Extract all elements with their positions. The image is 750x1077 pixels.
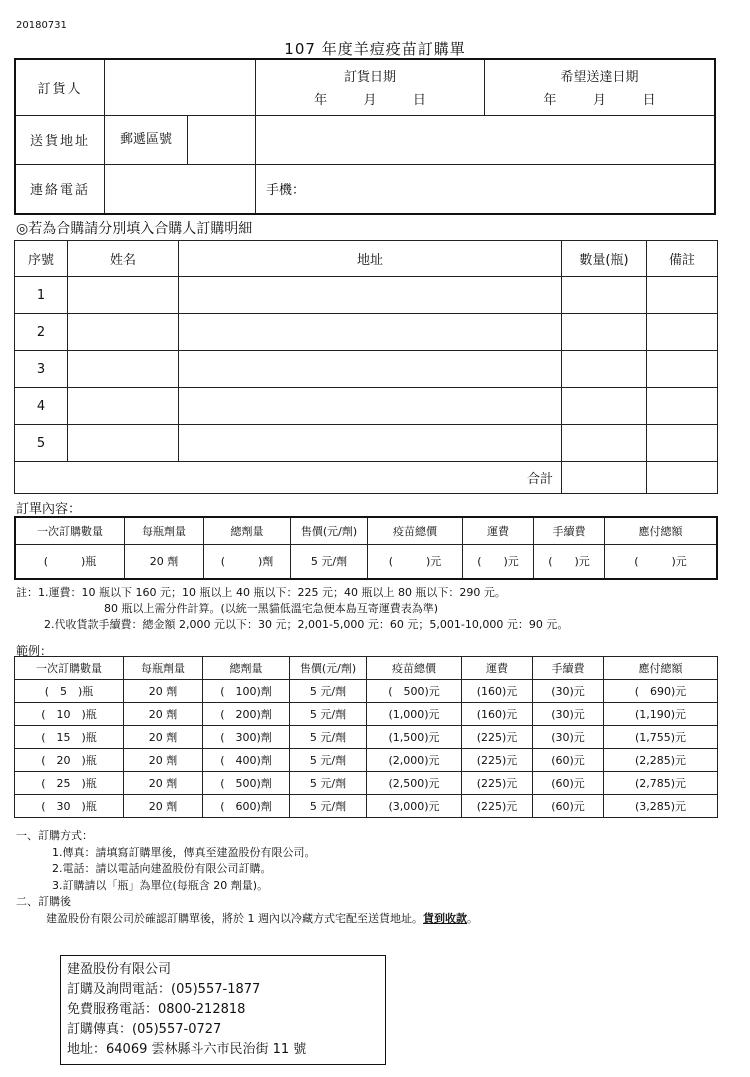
desired-date-year: 年 — [543, 93, 557, 109]
cell: 5 元/劑 — [290, 772, 367, 795]
document-id: 20180731 — [16, 20, 67, 31]
cell: (1,500)元 — [367, 726, 462, 749]
order-content-label: 訂單內容： — [16, 502, 82, 517]
ordering-method-section — [16, 828, 478, 927]
members-table — [14, 240, 718, 494]
after-order-heading: 二、訂購後 — [16, 895, 71, 908]
remarks-field[interactable] — [647, 351, 718, 388]
quantity-field[interactable] — [562, 351, 647, 388]
order-price: 5 元/劑 — [291, 545, 368, 579]
note-handling-fee: 2.代收貨款手續費：總金額 2,000 元以下：30 元；2,001-5,000 元：60 元；5,001-10,000 元：90 元。 — [44, 618, 569, 631]
cell: 20 劑 — [124, 772, 203, 795]
example-col-total-dose: 總劑量 — [203, 657, 290, 680]
example-col-price: 售價(元/劑) — [290, 657, 367, 680]
cell: ( 15 )瓶 — [15, 726, 124, 749]
method-item-unit: 3.訂購請以「瓶」為單位(每瓶含 20 劑量)。 — [52, 878, 269, 892]
orderer-field[interactable] — [105, 59, 256, 115]
col-header-quantity: 數量(瓶) — [562, 241, 647, 277]
address-field[interactable] — [179, 314, 562, 351]
zip-label: 郵遞區號 — [105, 116, 188, 164]
cell: 20 劑 — [124, 680, 203, 703]
cell: ( 100)劑 — [203, 680, 290, 703]
desired-date-label: 希望送達日期 — [560, 70, 639, 86]
desired-date-day: 日 — [642, 93, 656, 109]
order-col-dose-per-bottle: 每瓶劑量 — [125, 517, 204, 545]
cell: 5 元/劑 — [290, 726, 367, 749]
after-order-text — [16, 911, 478, 928]
order-fax: 訂購傳真：(05)557-0727 — [67, 1022, 222, 1037]
total-remarks-field[interactable] — [647, 462, 718, 494]
cell: (225)元 — [462, 749, 533, 772]
contact-box — [60, 955, 386, 1065]
mobile-cell[interactable] — [256, 164, 716, 214]
cell: (3,000)元 — [367, 795, 462, 818]
name-field[interactable] — [68, 314, 179, 351]
cell: (2,785)元 — [604, 772, 718, 795]
order-col-quantity: 一次訂購數量 — [15, 517, 125, 545]
table-row — [15, 703, 718, 726]
page-title: 107 年度羊痘疫苗訂購單 — [284, 40, 466, 58]
desired-date-month: 月 — [592, 93, 606, 109]
order-col-fee: 手續費 — [534, 517, 605, 545]
method-item-fax: 1.傳真：請填寫訂購單後，傳真至建盈股份有限公司。 — [52, 845, 316, 859]
cell: ( 500)元 — [367, 680, 462, 703]
quantity-field[interactable] — [562, 388, 647, 425]
name-field[interactable] — [68, 425, 179, 462]
table-row — [15, 749, 718, 772]
total-label: 合計 — [15, 462, 562, 494]
cell: ( 5 )瓶 — [15, 680, 124, 703]
desired-date-cell[interactable] — [485, 59, 716, 115]
example-col-shipping: 運費 — [462, 657, 533, 680]
zip-cell[interactable] — [105, 115, 256, 164]
cell: ( 25 )瓶 — [15, 772, 124, 795]
method-heading: 一、訂購方式： — [16, 829, 93, 842]
row-serial: 2 — [15, 314, 68, 351]
name-field[interactable] — [68, 277, 179, 314]
row-serial: 4 — [15, 388, 68, 425]
example-table — [14, 656, 718, 818]
cell: (30)元 — [533, 703, 604, 726]
remarks-field[interactable] — [647, 425, 718, 462]
address-field[interactable] — [179, 425, 562, 462]
example-col-amount-due: 應付總額 — [604, 657, 718, 680]
company-address: 地址：64069 雲林縣斗六市民治街 11 號 — [67, 1042, 307, 1057]
table-row — [15, 388, 718, 425]
order-col-amount-due: 應付總額 — [605, 517, 718, 545]
example-col-vaccine-total: 疫苗總價 — [367, 657, 462, 680]
phone-label: 連絡電話 — [15, 164, 105, 214]
order-table — [14, 516, 718, 580]
row-serial: 3 — [15, 351, 68, 388]
cell: (1,755)元 — [604, 726, 718, 749]
address-field[interactable] — [179, 351, 562, 388]
name-field[interactable] — [68, 351, 179, 388]
cell: ( 200)劑 — [203, 703, 290, 726]
col-header-address: 地址 — [179, 241, 562, 277]
row-serial: 1 — [15, 277, 68, 314]
orderer-label: 訂貨人 — [15, 59, 105, 115]
order-date-month: 月 — [363, 93, 377, 109]
example-label: 範例： — [16, 644, 53, 658]
table-row — [15, 726, 718, 749]
total-quantity-field[interactable] — [562, 462, 647, 494]
mobile-label: 手機： — [266, 183, 306, 199]
col-header-name: 姓名 — [68, 241, 179, 277]
cell: (2,500)元 — [367, 772, 462, 795]
example-col-quantity: 一次訂購數量 — [15, 657, 124, 680]
order-date-label: 訂貨日期 — [343, 70, 396, 86]
address-label: 送貨地址 — [15, 115, 105, 164]
name-field[interactable] — [68, 388, 179, 425]
cell: ( 300)劑 — [203, 726, 290, 749]
cell: 5 元/劑 — [290, 795, 367, 818]
row-serial: 5 — [15, 425, 68, 462]
after-order-desc: 建盈股份有限公司於確認訂購單後，將於 1 週內以冷藏方式宅配至送貨地址。 — [46, 911, 423, 925]
table-row — [15, 351, 718, 388]
cell: ( 10 )瓶 — [15, 703, 124, 726]
after-order-end: 。 — [467, 911, 478, 925]
cell: ( 600)劑 — [203, 795, 290, 818]
table-row — [15, 795, 718, 818]
order-fee-field[interactable]: ( )元 — [534, 545, 605, 579]
cell: (2,285)元 — [604, 749, 718, 772]
cell: ( 30 )瓶 — [15, 795, 124, 818]
orderer-info-table — [14, 58, 716, 215]
cell: (30)元 — [533, 726, 604, 749]
cell: (1,190)元 — [604, 703, 718, 726]
order-quantity-field[interactable]: ( )瓶 — [15, 545, 125, 579]
remarks-field[interactable] — [647, 277, 718, 314]
example-col-dose-per-bottle: 每瓶劑量 — [124, 657, 203, 680]
cell: 5 元/劑 — [290, 749, 367, 772]
quantity-field[interactable] — [562, 277, 647, 314]
table-row — [15, 277, 718, 314]
order-phone: 訂購及詢問電話：(05)557-1877 — [67, 982, 261, 997]
order-amount-due-field[interactable]: ( )元 — [605, 545, 718, 579]
order-dose-per-bottle: 20 劑 — [125, 545, 204, 579]
cell: (3,285)元 — [604, 795, 718, 818]
order-shipping-field[interactable]: ( )元 — [463, 545, 534, 579]
col-header-remarks: 備註 — [647, 241, 718, 277]
note-shipping: 註：1.運費：10 瓶以下 160 元；10 瓶以上 40 瓶以下：225 元；40 瓶以上 80 瓶以下：290 元。 — [16, 586, 506, 599]
note-shipping-extra: 80 瓶以上需分件計算。(以統一黑貓低溫宅急便本島互寄運費表為準) — [104, 602, 439, 615]
table-row — [15, 772, 718, 795]
group-purchase-title: ◎若為合購請分別填入合購人訂購明細 — [16, 221, 253, 237]
notes — [16, 585, 568, 633]
order-date-year: 年 — [314, 93, 328, 109]
example-col-fee: 手續費 — [533, 657, 604, 680]
quantity-field[interactable] — [562, 425, 647, 462]
cash-on-delivery: 貨到收款 — [423, 911, 467, 925]
order-col-vaccine-total: 疫苗總價 — [368, 517, 463, 545]
address-field[interactable] — [179, 277, 562, 314]
order-total-dose-field[interactable]: ( )劑 — [204, 545, 291, 579]
cell: (60)元 — [533, 749, 604, 772]
table-row — [15, 680, 718, 703]
cell: ( 400)劑 — [203, 749, 290, 772]
cell: 5 元/劑 — [290, 680, 367, 703]
remarks-field[interactable] — [647, 388, 718, 425]
table-row — [15, 425, 718, 462]
cell: (160)元 — [462, 680, 533, 703]
toll-free-phone: 免費服務電話：0800-212818 — [67, 1002, 246, 1017]
order-col-total-dose: 總劑量 — [204, 517, 291, 545]
cell: ( 20 )瓶 — [15, 749, 124, 772]
cell: 20 劑 — [124, 749, 203, 772]
cell: ( 500)劑 — [203, 772, 290, 795]
cell: (2,000)元 — [367, 749, 462, 772]
remarks-field[interactable] — [647, 314, 718, 351]
cell: (225)元 — [462, 726, 533, 749]
cell: (225)元 — [462, 772, 533, 795]
col-header-serial: 序號 — [15, 241, 68, 277]
order-date-day: 日 — [412, 93, 426, 109]
order-col-shipping: 運費 — [463, 517, 534, 545]
cell: 5 元/劑 — [290, 703, 367, 726]
cell: (1,000)元 — [367, 703, 462, 726]
address-field[interactable] — [179, 388, 562, 425]
order-col-price: 售價(元/劑) — [291, 517, 368, 545]
address-field[interactable] — [256, 115, 716, 164]
cell: 20 劑 — [124, 726, 203, 749]
method-item-phone: 2.電話：請以電話向建盈股份有限公司訂購。 — [52, 862, 272, 875]
cell: 20 劑 — [124, 795, 203, 818]
table-row — [15, 314, 718, 351]
quantity-field[interactable] — [562, 314, 647, 351]
cell: ( 690)元 — [604, 680, 718, 703]
cell: (225)元 — [462, 795, 533, 818]
cell: (30)元 — [533, 680, 604, 703]
cell: (60)元 — [533, 795, 604, 818]
order-date-cell[interactable] — [256, 59, 485, 115]
cell: (160)元 — [462, 703, 533, 726]
cell: (60)元 — [533, 772, 604, 795]
company-name: 建盈股份有限公司 — [67, 962, 172, 977]
phone-field[interactable] — [105, 164, 256, 214]
cell: 20 劑 — [124, 703, 203, 726]
order-vaccine-total-field[interactable]: ( )元 — [368, 545, 463, 579]
